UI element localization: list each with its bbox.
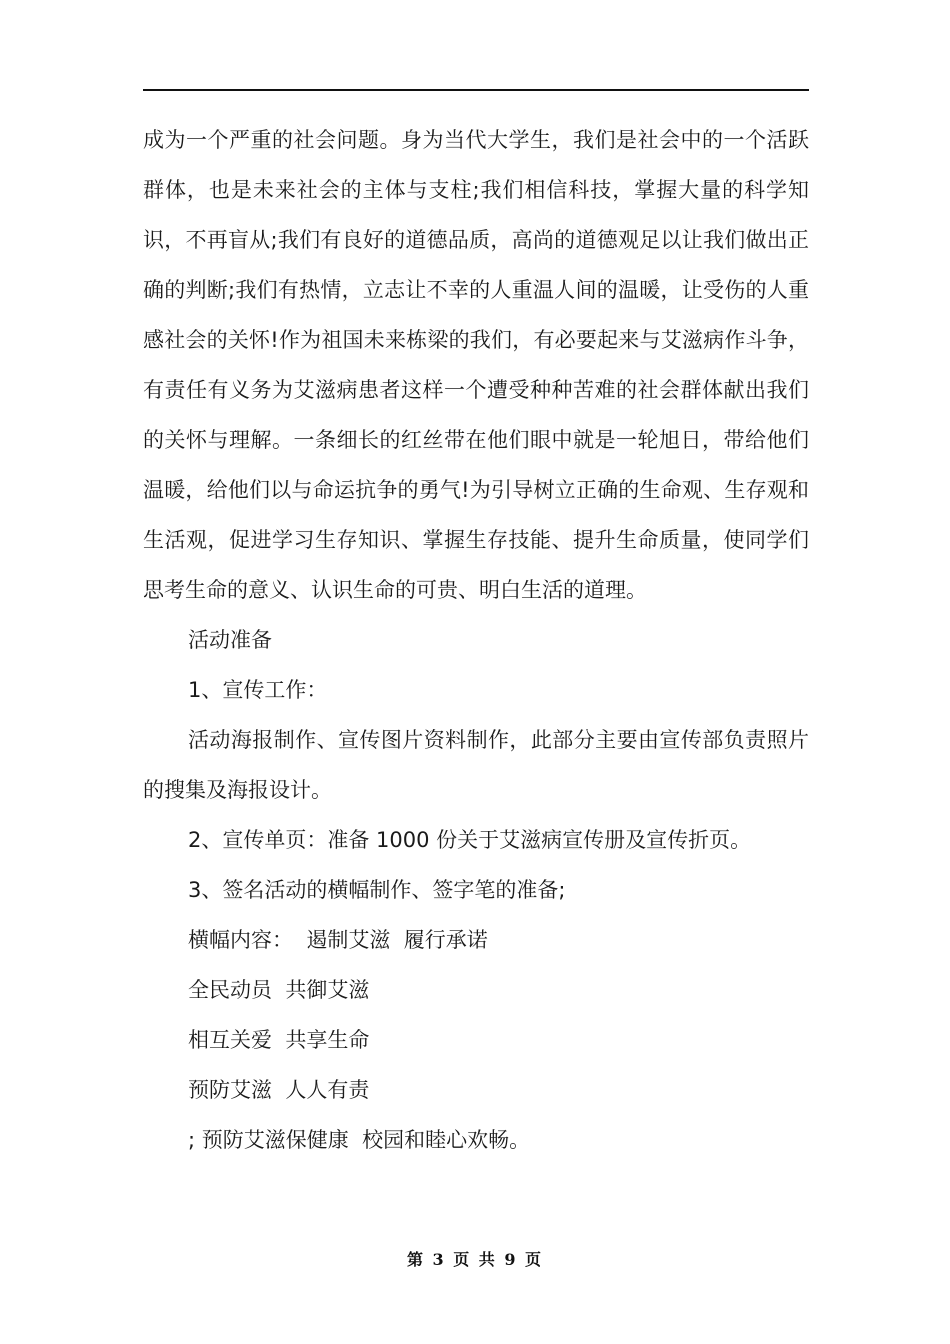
header-rule (143, 89, 809, 91)
section-heading-activity-prep: 活动准备 (188, 628, 272, 652)
banner-line-1: 横幅内容： 遏制艾滋 履行承诺 (188, 928, 488, 952)
paragraph-publicity-detail: 活动海报制作、宣传图片资料制作，此部分主要由宣传部负责照片的搜集及海报设计。 (143, 728, 809, 802)
list-item-publicity-work: 1、宣传工作： (188, 678, 328, 702)
banner-line-3: 相互关爱 共享生命 (188, 1028, 370, 1052)
document-body (143, 115, 809, 1165)
banner-line-5: ; 预防艾滋保健康 校园和睦心欢畅。 (188, 1128, 531, 1152)
page-number-footer: 第 3 页 共 9 页 (406, 1250, 544, 1269)
list-item-banner-prep: 3、签名活动的横幅制作、签字笔的准备; (188, 878, 566, 902)
banner-line-4: 预防艾滋 人人有责 (188, 1078, 370, 1102)
banner-line-2: 全民动员 共御艾滋 (188, 978, 370, 1002)
list-item-leaflets: 2、宣传单页：准备 1000 份关于艾滋病宣传册及宣传折页。 (188, 828, 752, 852)
paragraph-intro: 成为一个严重的社会问题。身为当代大学生，我们是社会中的一个活跃群体，也是未来社会的主体与支柱;我们相信科技，掌握大量的科学知识，不再盲从;我们有良好的道德品质，高尚的道德观足以让我们做出正确的判断;我们有热情，立志让不幸的人重温人间的温暖，让受伤的人重感社会的关怀!作为祖国未来栋梁的我们，有必要起来与艾滋病作斗争，有责任有义务为艾滋病患者这样一个遭受种种苦难的社会群体献出我们的关怀与理解。一条细长的红丝带在他们眼中就是一轮旭日，带给他们温暖，给他们以与命运抗争的勇气!为引导树立正确的生命观、生存观和生活观，促进学习生存知识、掌握生存技能、提升生命质量，使同学们思考生命的意义、认识生命的可贵、明白生活的道理。 (143, 128, 809, 602)
